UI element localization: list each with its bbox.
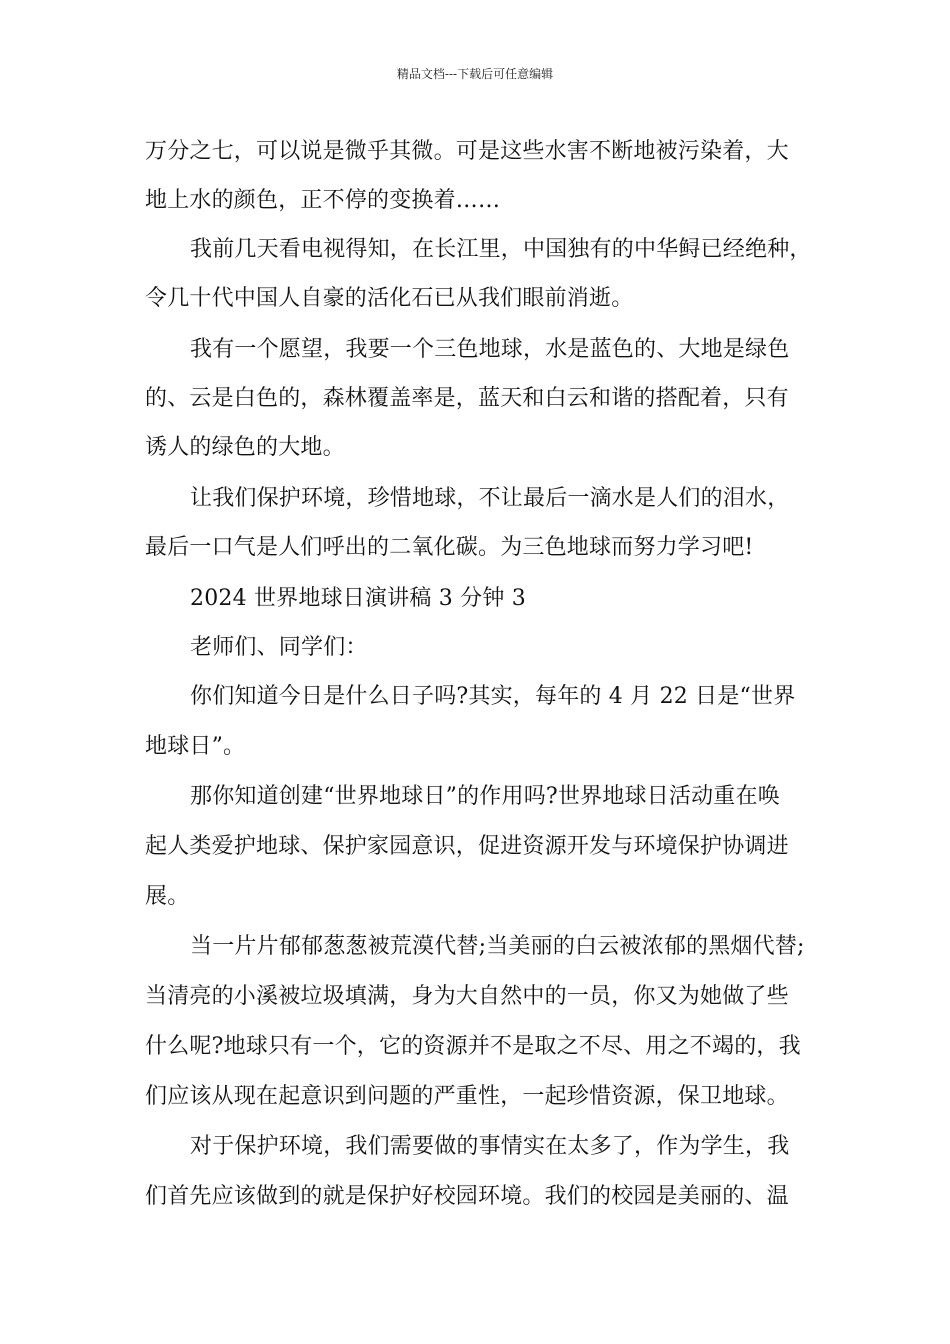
text-line: 们首先应该做到的就是保护好校园环境。我们的校园是美丽的、温	[145, 1184, 789, 1209]
text-line: 地上水的颜色，正不停的变换着……	[145, 188, 501, 213]
text-line: 我前几天看电视得知，在长江里，中国独有的中华鲟已经绝种，	[190, 237, 812, 262]
text-line: 诱人的绿色的大地。	[145, 435, 345, 460]
text-line: 当清亮的小溪被垃圾填满，身为大自然中的一员，你又为她做了些	[145, 984, 789, 1009]
text-line: 什么呢?地球只有一个，它的资源并不是取之不尽、用之不竭的，我	[145, 1034, 801, 1059]
text-line: 老师们、同学们：	[190, 635, 368, 660]
text-line: 你们知道今日是什么日子吗?其实，每年的 4 月 22 日是“世界	[190, 684, 796, 709]
text-line: 让我们保护环境，珍惜地球，不让最后一滴水是人们的泪水，	[190, 486, 790, 511]
text-line: 们应该从现在起意识到问题的严重性，一起珍惜资源，保卫地球。	[145, 1084, 789, 1109]
text-line: 令几十代中国人自豪的活化石已从我们眼前消逝。	[145, 286, 634, 311]
text-line: 万分之七，可以说是微乎其微。可是这些水害不断地被污染着，大	[145, 139, 789, 164]
section-heading: 2024 世界地球日演讲稿 3 分钟 3	[190, 586, 526, 611]
text-line: 起人类爱护地球、保护家园意识，促进资源开发与环境保护协调进	[145, 834, 789, 859]
text-line: 的、云是白色的，森林覆盖率是，蓝天和白云和谐的搭配着，只有	[145, 386, 789, 411]
text-line: 最后一口气是人们呼出的二氧化碳。为三色地球而努力学习吧!	[145, 535, 754, 560]
page-header: 精品文档---下载后可任意编辑	[396, 67, 554, 81]
text-line: 当一片片郁郁葱葱被荒漠代替;当美丽的白云被浓郁的黑烟代替;	[190, 934, 805, 959]
text-line: 我有一个愿望，我要一个三色地球，水是蓝色的、大地是绿色	[190, 337, 790, 362]
text-line: 展。	[145, 884, 190, 909]
text-line: 对于保护环境，我们需要做的事情实在太多了，作为学生，我	[190, 1134, 790, 1159]
text-line: 那你知道创建“世界地球日”的作用吗?世界地球日活动重在唤	[190, 784, 780, 809]
text-line: 地球日”。	[145, 734, 246, 759]
